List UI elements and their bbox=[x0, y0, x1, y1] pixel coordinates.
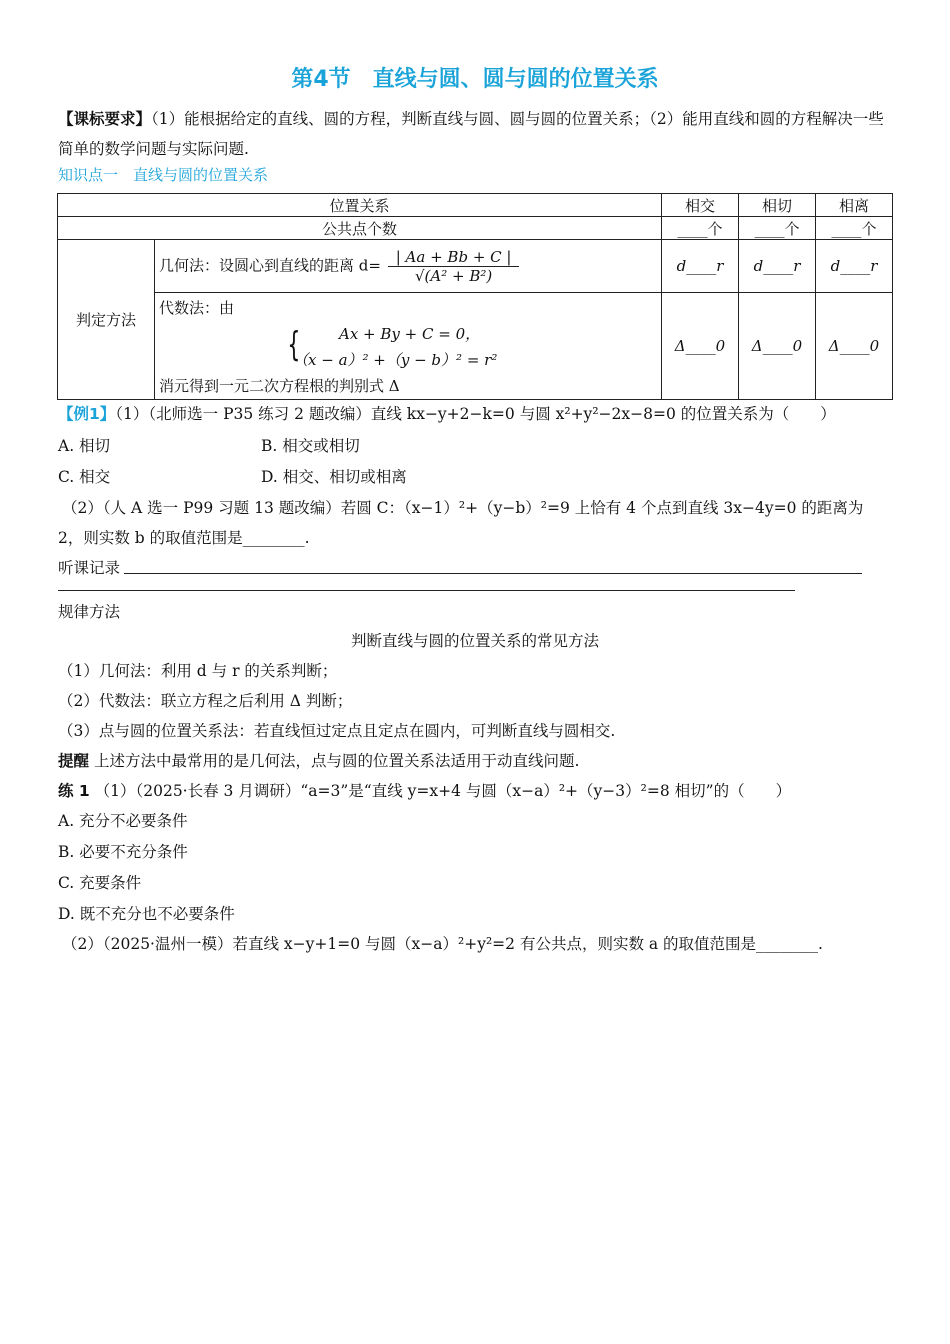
common-points-intersect: ____个 bbox=[662, 217, 739, 240]
notes-line-2 bbox=[58, 590, 795, 591]
tip-text: 上述方法中最常用的是几何法，点与圆的位置关系法适用于动直线问题. bbox=[93, 752, 580, 770]
geo-cell-tangent: d____r bbox=[739, 240, 816, 293]
method-item-1: （1）几何法：利用 d 与 r 的关系判断； bbox=[58, 662, 338, 680]
example1-label: 【例1】 bbox=[58, 405, 116, 423]
example1-option-d: D. 相交、相切或相离 bbox=[261, 468, 407, 486]
equation-system bbox=[159, 321, 657, 373]
alg-cell-separate: Δ____0 bbox=[816, 293, 893, 400]
algebraic-intro: 代数法：由 bbox=[159, 299, 235, 317]
brace-icon: { bbox=[287, 325, 301, 365]
circle-equation: （x − a）² +（y − b）² = r² bbox=[293, 351, 498, 369]
example1-option-b: B. 相交或相切 bbox=[261, 437, 360, 455]
method-heading: 判断直线与圆的位置关系的常见方法 bbox=[350, 632, 599, 650]
method-item-2: （2）代数法：联立方程之后利用 Δ 判断； bbox=[58, 692, 353, 710]
example1-q2-line2: 2，则实数 b 的取值范围是________. bbox=[58, 529, 310, 547]
common-points-separate: ____个 bbox=[816, 217, 893, 240]
example1-option-a: A. 相切 bbox=[58, 437, 111, 455]
fraction-numerator: | Aa + Bb + C | bbox=[388, 248, 520, 267]
notes-line-1 bbox=[124, 573, 862, 574]
common-points-tangent: ____个 bbox=[739, 217, 816, 240]
fraction-denominator: √(A² + B²) bbox=[414, 266, 493, 285]
practice1-option-a: A. 充分不必要条件 bbox=[58, 812, 188, 830]
geo-cell-intersect: d____r bbox=[662, 240, 739, 293]
equation-line: Ax + By + C = 0， bbox=[339, 325, 481, 343]
table-header-tangent: 相切 bbox=[739, 194, 816, 217]
practice1-option-c: C. 充要条件 bbox=[58, 874, 142, 892]
example1-option-c: C. 相交 bbox=[58, 468, 111, 486]
algebraic-method-cell bbox=[155, 293, 662, 400]
method-item-3: （3）点与圆的位置关系法：若直线恒过定点且定点在圆内，可判断直线与圆相交. bbox=[58, 722, 616, 740]
common-points-label: 公共点个数 bbox=[58, 217, 662, 240]
method-tip bbox=[58, 749, 579, 771]
practice1-option-b: B. 必要不充分条件 bbox=[58, 843, 188, 861]
curriculum-requirement bbox=[58, 104, 893, 164]
example1-q2-line1: （2）（人 A 选一 P99 习题 13 题改编）若圆 C：（x−1）²+（y−b）²=9 上恰有 4 个点到直线 3x−4y=0 的距离为 bbox=[62, 499, 864, 517]
practice1-label: 练 1 bbox=[58, 782, 90, 800]
position-relation-table bbox=[57, 193, 893, 400]
example1-question1 bbox=[58, 402, 836, 424]
requirement-text: （1）能根据给定的直线、圆的方程，判断直线与圆、圆与圆的位置关系；（2）能用直线和圆的方程解决一些简单的数学问题与实际问题. bbox=[58, 110, 884, 158]
geo-cell-separate: d____r bbox=[816, 240, 893, 293]
tip-label: 提醒 bbox=[58, 752, 90, 770]
distance-fraction bbox=[388, 248, 520, 285]
table-header-intersect: 相交 bbox=[662, 194, 739, 217]
practice1-option-d: D. 既不充分也不必要条件 bbox=[58, 905, 235, 923]
table-header-separate: 相离 bbox=[816, 194, 893, 217]
practice1-question1 bbox=[58, 779, 791, 801]
algebraic-outro: 消元得到一元二次方程根的判别式 Δ bbox=[159, 377, 400, 395]
notes-label: 听课记录 bbox=[58, 559, 121, 577]
table-header-relation: 位置关系 bbox=[58, 194, 662, 217]
geometric-method-text: 几何法：设圆心到直线的距离 d= bbox=[159, 256, 381, 274]
alg-cell-intersect: Δ____0 bbox=[662, 293, 739, 400]
knowledge-point-heading: 知识点一 直线与圆的位置关系 bbox=[58, 166, 269, 184]
example1-q1-text: （1）（北师选一 P35 练习 2 题改编）直线 kx−y+2−k=0 与圆 x²+y²−2x−8=0 的位置关系为（ ） bbox=[115, 405, 836, 423]
judge-method-label: 判定方法 bbox=[58, 240, 155, 400]
geometric-method-cell bbox=[155, 240, 662, 293]
practice1-q1-text: （1）（2025·长春 3 月调研）“a=3”是“直线 y=x+4 与圆（x−a）²+（y−3）²=8 相切”的（ ） bbox=[94, 782, 792, 800]
alg-cell-tangent: Δ____0 bbox=[739, 293, 816, 400]
practice1-question2: （2）（2025·温州一模）若直线 x−y+1=0 与圆（x−a）²+y²=2 有公共点，则实数 a 的取值范围是________. bbox=[62, 935, 823, 953]
method-label: 规律方法 bbox=[58, 603, 121, 621]
requirement-label: 【课标要求】 bbox=[58, 110, 152, 128]
page-title: 第4节 直线与圆、圆与圆的位置关系 bbox=[291, 67, 659, 92]
